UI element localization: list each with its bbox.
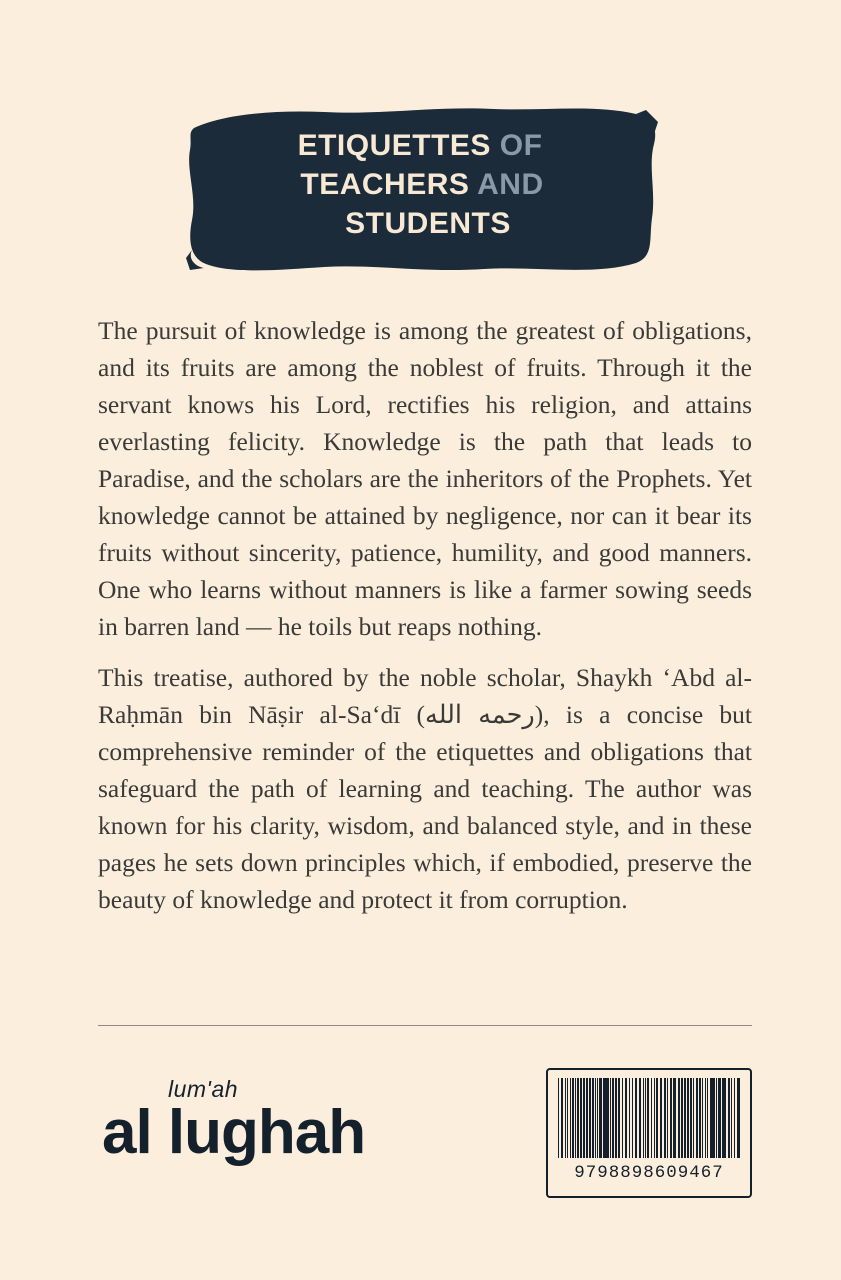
publisher-logo-top: lum'ah — [168, 1076, 239, 1102]
blurb-paragraph-1: The pursuit of knowledge is among the greatest of obligations, and its fruits are among the noblest of fruits. Through it the servant knows his Lord, rectifies his religion, and attains everlasting felicity. Knowledge is the path that leads to Paradise, and the scholars are the inheritors of the Prophets. Yet knowledge cannot be attained by negligence, nor can it bear its fruits without sincerity, patience, humility, and good manners. One who learns without manners is like a farmer sowing seeds in barren land — he toils but reaps nothing. — [98, 316, 752, 641]
title-line-1-dim: OF — [490, 129, 543, 162]
title-banner — [184, 100, 662, 276]
footer-divider — [98, 1025, 752, 1026]
title-line-2-dim: AND — [469, 168, 544, 201]
title-line-2 — [184, 165, 662, 204]
publisher-logo — [98, 1070, 398, 1190]
title-line-3-strong: STUDENTS — [345, 207, 511, 240]
title-line-2-strong: TEACHERS — [300, 168, 470, 201]
barcode-bars — [558, 1078, 740, 1158]
blurb-paragraph-2: This treatise, authored by the noble scholar, Shaykh ʻAbd al-Raḥmān bin Nāṣir al-Saʻdī (رحمه الله), is a concise but comprehensive reminder of the etiquettes and obligations that safeguard the path of learning and teaching. The author was known for his clarity, wisdom, and balanced style, and in these pages he sets down principles which, if embodied, preserve the beauty of knowledge and protect it from corruption. — [98, 663, 752, 914]
barcode — [546, 1068, 752, 1198]
blurb-text — [98, 312, 752, 918]
publisher-logo-main: al lughah — [102, 1098, 366, 1167]
title-line-1 — [184, 126, 662, 165]
barcode-number: 9798898609467 — [574, 1163, 724, 1183]
title-text-block — [184, 126, 662, 243]
title-line-1-strong: ETIQUETTES — [297, 129, 491, 162]
title-line-3 — [184, 204, 662, 243]
footer — [98, 1060, 752, 1200]
